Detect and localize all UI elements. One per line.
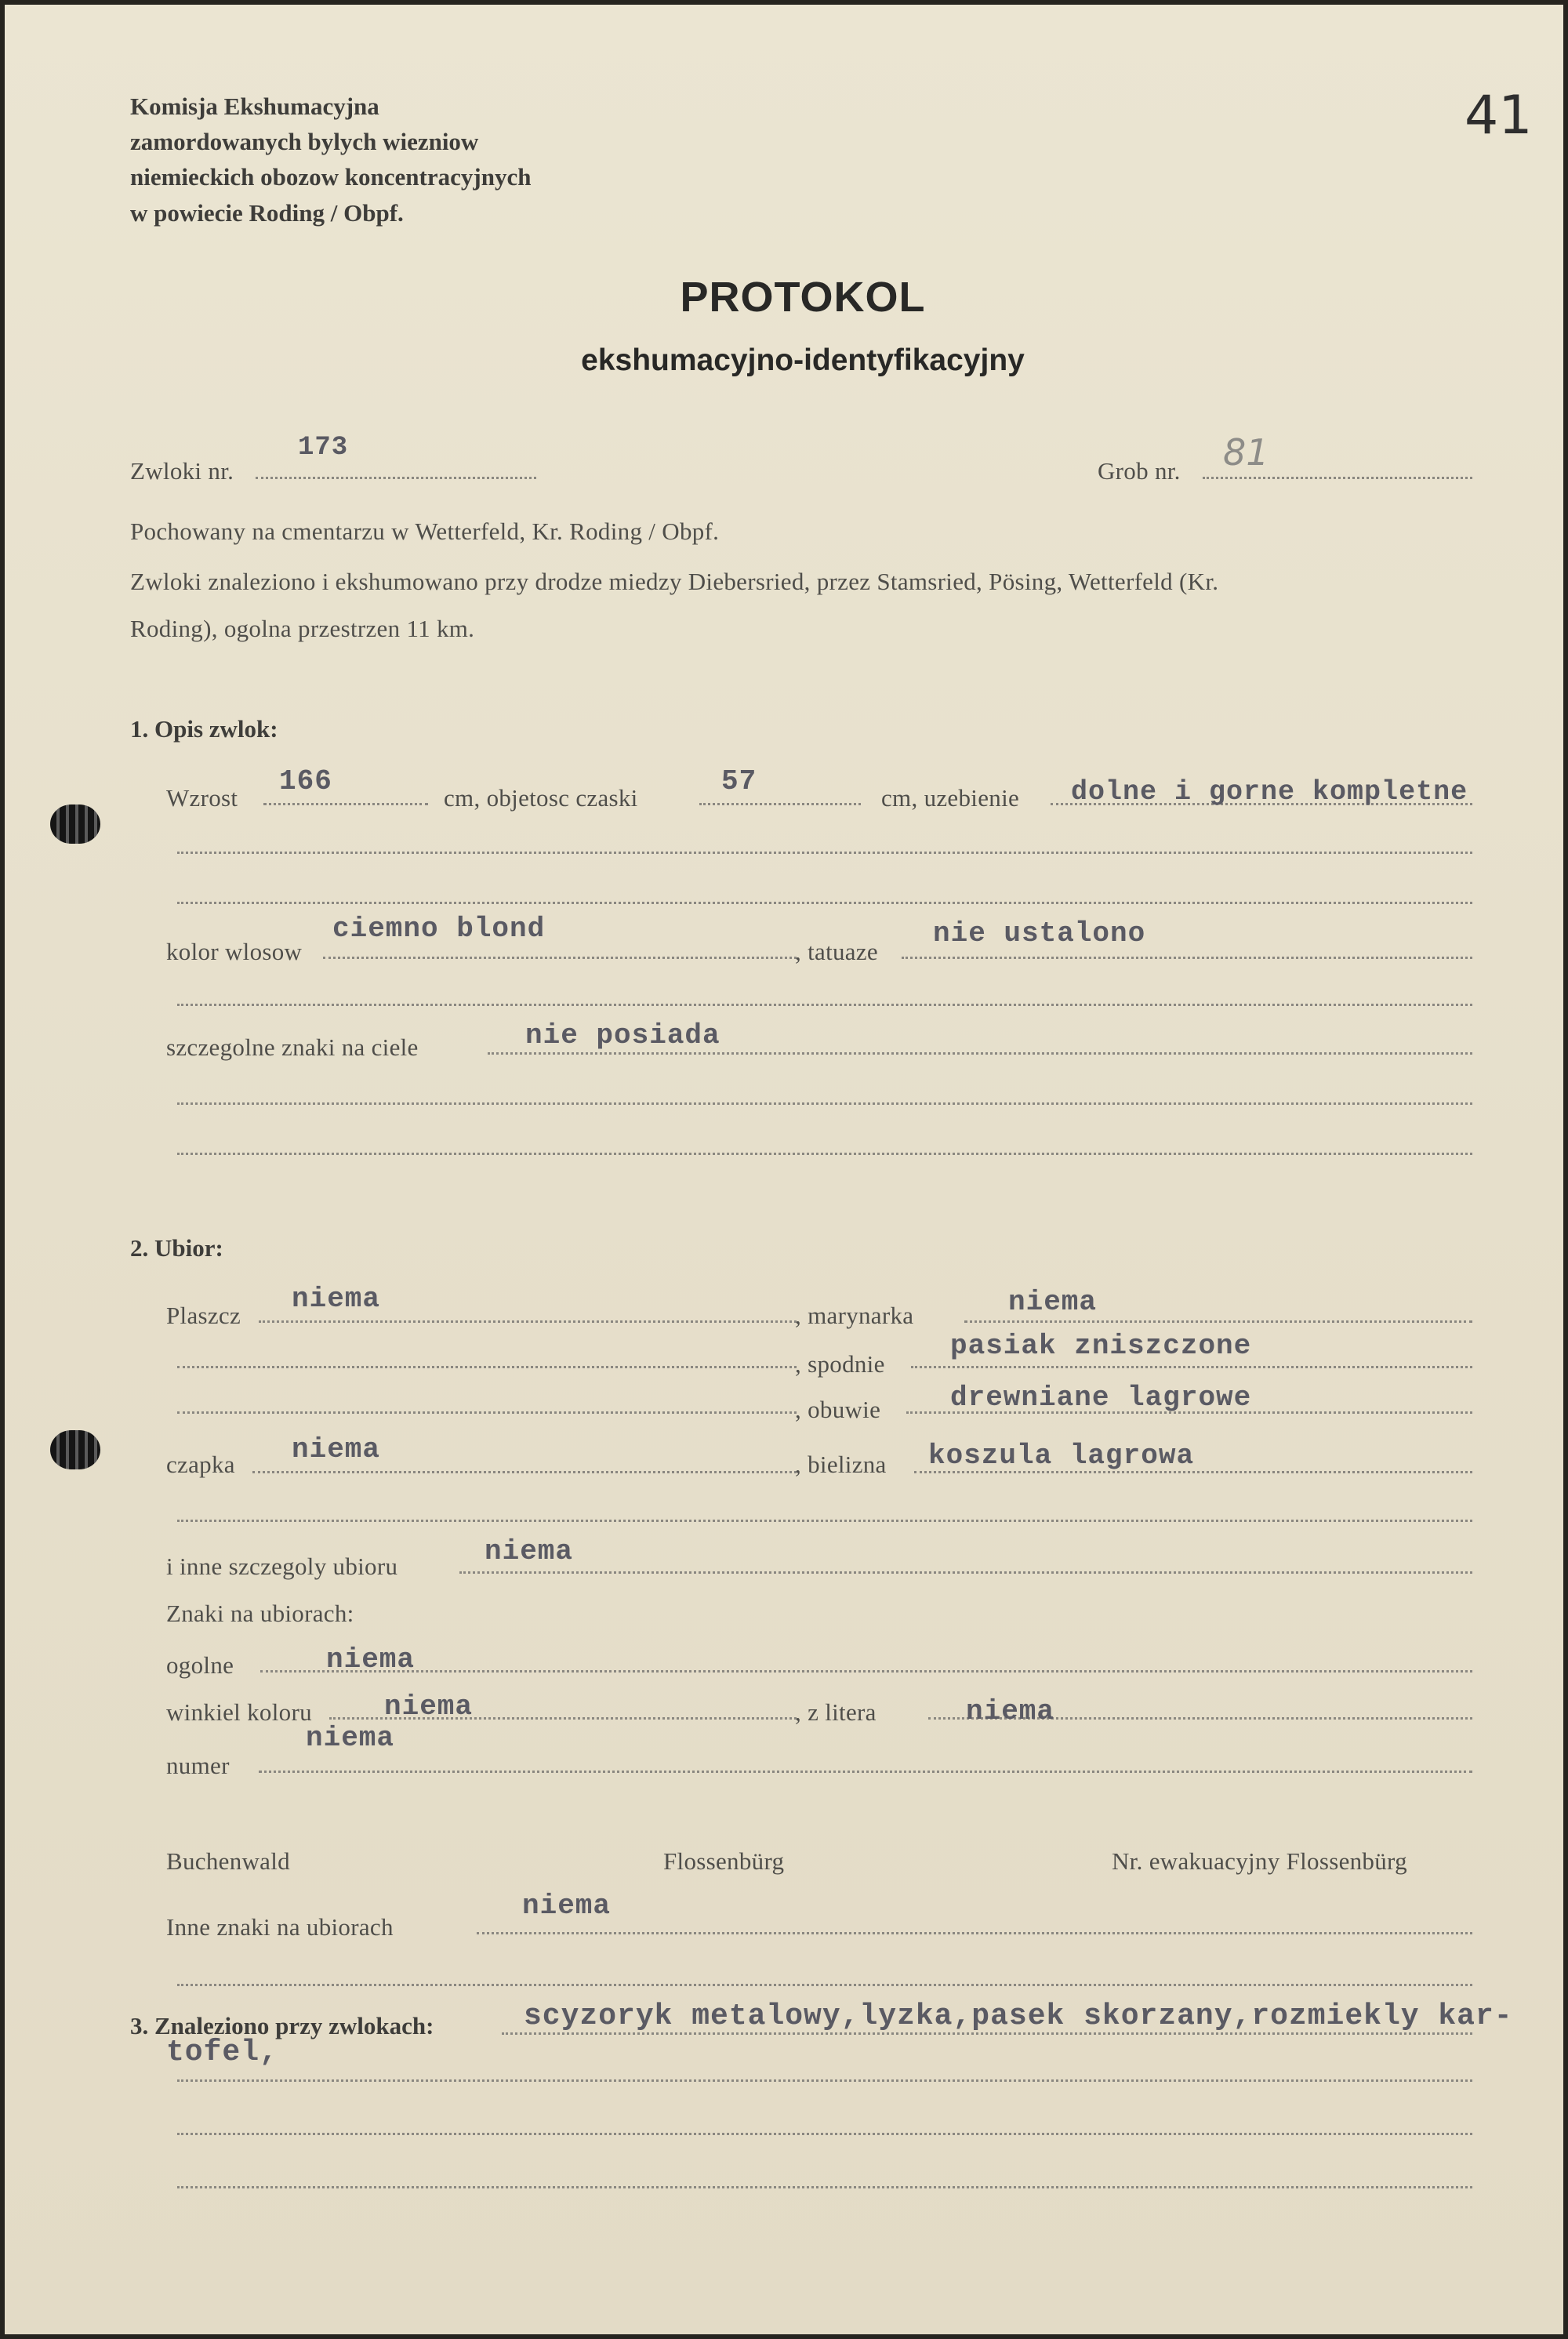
cm-objetosc-label: cm, objetosc czaski [444,784,638,812]
szczegolne-znaki-label: szczegolne znaki na ciele [166,1033,419,1061]
intro-line-2: Zwloki znaleziono i ekshumowano przy drodze miedzy Diebersried, przez Stamsried, Pösing, Wetterfeld (Kr. [130,568,1219,595]
wzrost-line [263,803,428,805]
blank-line [177,1520,1472,1522]
page-number: 41 [1465,85,1533,147]
winkiel-koloru-label: winkiel koloru [166,1698,312,1726]
winkiel-koloru-value: niema [384,1691,474,1723]
spodnie-value: pasiak zniszczone [950,1330,1252,1362]
intro-line-3: Roding), ogolna przestrzen 11 km. [130,615,475,642]
numer-value: niema [306,1722,395,1754]
czapka-value: niema [292,1433,381,1466]
obuwie-label: , obuwie [795,1396,881,1423]
header-line-1: Komisja Ekshumacyjna [130,93,379,120]
grob-value: 81 [1223,431,1269,474]
cm-uzebienie-label: cm, uzebienie [881,784,1020,812]
czaszka-line [699,803,861,805]
z-litera-value: niema [966,1695,1055,1727]
czapka-label: czapka [166,1451,235,1478]
bielizna-value: koszula lagrowa [928,1440,1195,1472]
z-litera-label: , z litera [795,1698,877,1726]
inne-znaki-line [477,1932,1472,1934]
szczegolne-znaki-value: nie posiada [525,1019,720,1051]
inne-szczegoly-value: niema [485,1535,574,1567]
obuwie-value: drewniane lagrowe [950,1382,1252,1414]
zwloki-label: Zwloki nr. [130,457,234,485]
punch-hole [50,1430,100,1469]
grob-line [1203,477,1472,479]
blank-line [177,1004,1472,1006]
czaszka-value: 57 [721,765,757,797]
ogolne-label: ogolne [166,1651,234,1679]
blank-line [177,1366,797,1368]
spodnie-line [911,1366,1472,1368]
kolor-wlosow-label: kolor wlosow [166,938,303,965]
ogolne-line [260,1670,1472,1673]
marynarka-value: niema [1008,1286,1098,1318]
section-3-heading: 3. Znaleziono przy zwlokach: [130,2012,434,2039]
kolor-wlosow-line [323,957,797,959]
plaszcz-line [259,1320,797,1323]
numer-label: numer [166,1752,230,1779]
znaleziono-value-line-2: tofel, [166,2036,278,2069]
blank-line [177,2186,1472,2188]
document-title: PROTOKOL [680,274,926,321]
kolor-wlosow-value: ciemno blond [332,913,546,945]
plaszcz-value: niema [292,1283,381,1315]
bielizna-label: , bielizna [795,1451,887,1478]
marynarka-line [964,1320,1472,1323]
inne-szczegoly-label: i inne szczegoly ubioru [166,1553,398,1580]
blank-line [177,1102,1472,1105]
spodnie-label: , spodnie [795,1350,885,1378]
blank-line [177,1984,1472,1986]
tatuaze-label: , tatuaze [795,938,878,965]
tatuaze-line [902,957,1472,959]
numer-line [259,1771,1472,1773]
tatuaze-value: nie ustalono [933,917,1146,950]
uzebienie-value: dolne i gorne kompletne [1071,776,1468,808]
marynarka-label: , marynarka [795,1302,914,1329]
section-1-heading: 1. Opis zwlok: [130,715,278,743]
buchenwald-label: Buchenwald [166,1847,290,1875]
punch-hole [50,804,100,844]
czapka-line [252,1471,797,1473]
znaleziono-value-line-1: scyzoryk metalowy,lyzka,pasek skorzany,rozmiekly kar- [524,1999,1513,2033]
wzrost-label: Wzrost [166,784,238,812]
inne-szczegoly-line [459,1571,1472,1574]
znaki-na-ubiorach-label: Znaki na ubiorach: [166,1600,354,1627]
header-line-3: niemieckich obozow koncentracyjnych [130,163,532,191]
zwloki-line [256,477,536,479]
blank-line [177,2133,1472,2135]
wzrost-value: 166 [279,765,332,797]
ogolne-value: niema [326,1643,416,1676]
header-line-2: zamordowanych bylych wiezniow [130,128,479,155]
section-2-heading: 2. Ubior: [130,1234,223,1262]
grob-label: Grob nr. [1098,457,1181,485]
zwloki-value: 173 [298,433,349,463]
blank-line [177,1411,797,1414]
plaszcz-label: Plaszcz [166,1302,241,1329]
inne-znaki-label: Inne znaki na ubiorach [166,1913,394,1941]
intro-line-1: Pochowany na cmentarzu w Wetterfeld, Kr. Roding / Obpf. [130,518,720,545]
inne-znaki-value: niema [522,1890,612,1922]
blank-line [177,852,1472,854]
header-line-4: w powiecie Roding / Obpf. [130,199,404,227]
nr-ewakuacyjny-label: Nr. ewakuacyjny Flossenbürg [1112,1847,1407,1875]
flossenburg-label: Flossenbürg [663,1847,785,1875]
blank-line [177,1153,1472,1155]
szczegolne-znaki-line [488,1052,1472,1055]
blank-line [177,902,1472,904]
document-subtitle: ekshumacyjno-identyfikacyjny [581,343,1025,377]
blank-line [177,2079,1472,2082]
